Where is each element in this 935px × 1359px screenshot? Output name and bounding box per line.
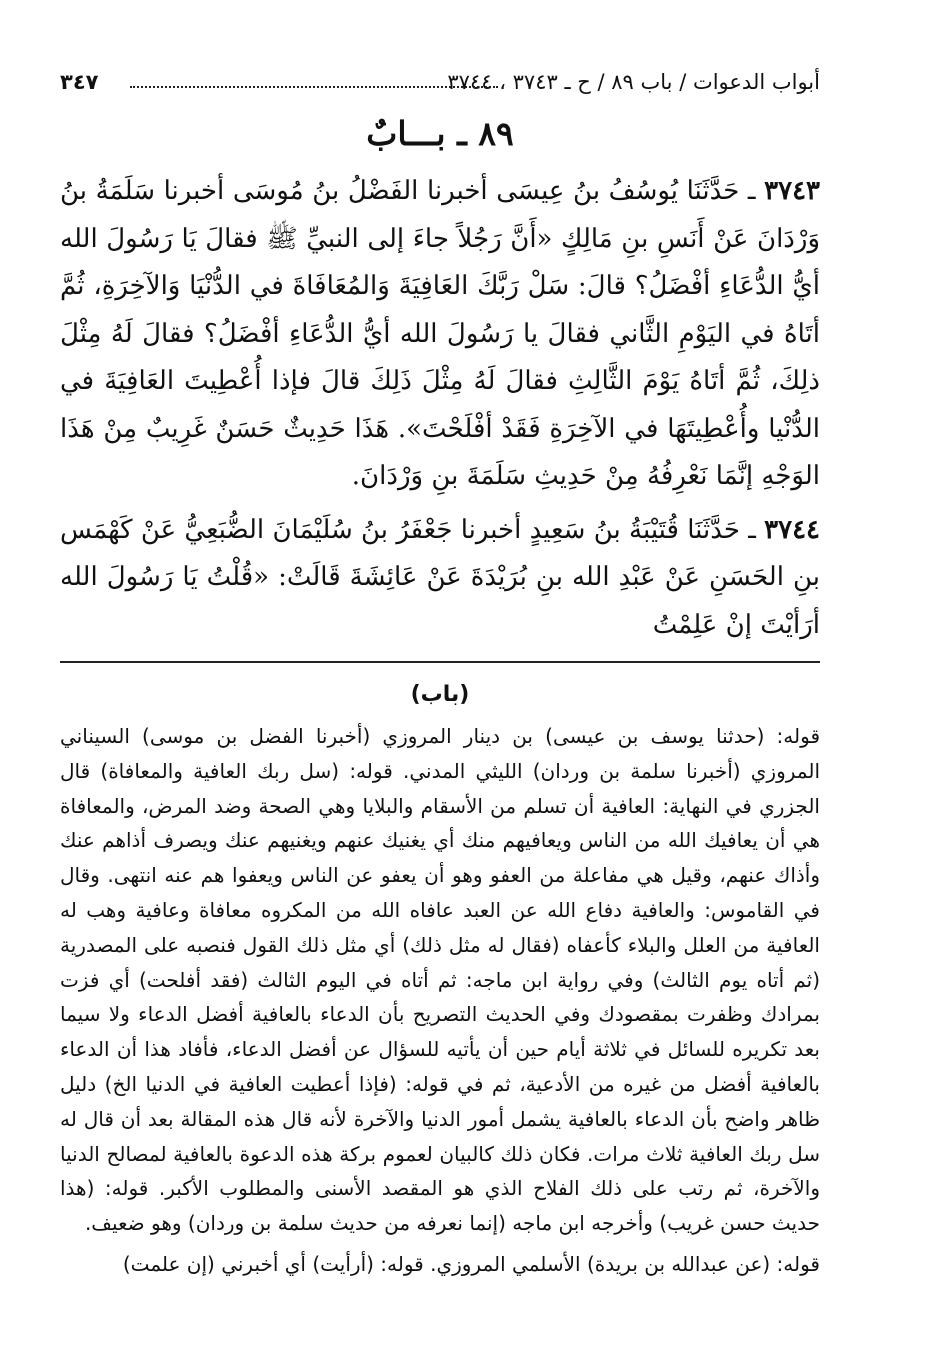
hadith-text: ـ حَدَّثَنَا يُوسُفُ بنُ عِيسَى أخبرنا الفَضْلُ بنُ مُوسَى أخبرنا سَلَمَةُ بنُ وَرْدَانَ عَنْ أَنَسِ بنِ مَالِكٍ «أَنَّ رَجُلاً جاءَ إلى النبيِّ ﷺ فقالَ يَا رَسُولَ الله أيُّ الدُّعَاءِ أفْضَلُ؟ قالَ: سَلْ رَبَّكَ العَافِيَةَ وَالمُعَافَاةَ في الدُّنْيَا وَالآخِرَةِ، ثُمَّ أتَاهُ في اليَوْمِ الثَّاني فقالَ يا رَسُولَ الله أيُّ الدُّعَاءِ أفْضَلُ؟ فقالَ لَهُ مِثْلَ ذلِكَ، ثُمَّ أتَاهُ يَوْمَ الثَّالِثِ فقالَ لَهُ مِثْلَ ذَلِكَ قالَ فإذا أُعْطِيتَ العَافِيَةَ في الدُّنْيا وأُعْطِيتَهَا في الآخِرَةِ فَقَدْ أفْلَحْتَ». هَذَا حَدِيثٌ حَسَنٌ غَرِيبٌ مِنْ هَذَا الوَجْهِ إنَّمَا نَعْرِفُهُ مِنْ حَدِيثِ سَلَمَةَ بنِ وَرْدَانَ.: [60, 176, 820, 491]
hadith-text: ـ حَدَّثَنَا قُتَيْبَةُ بنُ سَعِيدٍ أخبرنا جَعْفَرُ بنُ سُلَيْمَانَ الضُّبَعِيُّ عَنْ كَهْمَس بنِ الحَسَنِ عَنْ عَبْدِ الله بنِ بُرَيْدَةَ عَنْ عَائِشَةَ قَالَتْ: «قُلْتُ يَا رَسُولَ الله أرَأيْتَ إنْ عَلِمْتُ: [60, 514, 820, 640]
footnote-divider: [60, 661, 820, 663]
commentary-title: (باب): [410, 682, 470, 707]
book-page: [60, 62, 820, 1282]
hadith-number: ٣٧٤٣: [764, 176, 820, 206]
leader-dots: [130, 86, 498, 88]
page-number: ٣٤٧: [60, 70, 99, 94]
hadith-3744: [60, 507, 820, 650]
hadith-3743: [60, 168, 820, 501]
commentary-paragraph: قوله: (عن عبدالله بن بريدة) الأسلمي المروزي. قوله: (أرأيت) أي أخبرني (إن علمت): [122, 1251, 820, 1276]
header-title: أبواب الدعوات / باب ٨٩ / ح ـ ٣٧٤٣ ، ٣٧٤٤: [447, 70, 820, 94]
hadith-number: ٣٧٤٤: [764, 514, 820, 545]
chapter-title: ٨٩ ـ بـــابٌ: [366, 114, 514, 153]
running-header: [60, 62, 820, 102]
commentary-paragraph: قوله: (حدثنا يوسف بن عيسى) بن دينار المروزي (أخبرنا الفضل بن موسى) السيناني المروزي (أخبرنا سلمة بن وردان) الليثي المدني. قوله: (سل ربك العافية والمعافاة) قال الجزري في النهاية: العافية أن تسلم من الأسقام والبلايا وهي الصحة وضد المرض، والمعافاة هي أن يعافيك الله من الناس ويعافيهم منك أي يغنيك عنهم ويغنيهم عنك ويصرف أذاهم عنك وأذاك عنهم، وقيل هي مفاعلة من العفو وهو أن يعفو عن الناس ويعفوا هم عنه انتهى. وقال في القاموس: والعافية دفاع الله عن العبد عافاه الله من المكروه معافاة وعافية وهب له العافية من العلل والبلاء كأعفاه (فقال له مثل ذلك) أي مثل ذلك القول فنصبه على المصدرية (ثم أتاه يوم الثالث) وفي رواية ابن ماجه: ثم أتاه في اليوم الثالث (فقد أفلحت) أي فزت بمرادك وظفرت بمقصودك وفي الحديث التصريح بأن الدعاء بالعافية أفضل الدعاء ولا سيما بعد تكريره للسائل في ثلاثة أيام حين أن يأتيه للسؤال عن أفضل الدعاء، فأفاد هذا أن الدعاء بالعافية أفضل من غيره من الأدعية، ثم في قوله: (فإذا أعطيت العافية في الدنيا الخ) دليل ظاهر واضح بأن الدعاء بالعافية يشمل أمور الدنيا والآخرة لأنه قال هذه المقالة بعد أن قال له سل ربك العافية ثلاث مرات. فكان ذلك كالبيان لعموم بركة هذه الدعوة بالعافية لمصالح الدنيا والآخرة، ثم رتب على ذلك الفلاح الذي هو المقصد الأسنى والمطلوب الأكبر. قوله: (هذا حديث حسن غريب) وأخرجه ابن ماجه (إنما نعرفه من حديث سلمة بن وردان) وهو ضعيف.: [60, 724, 820, 1236]
